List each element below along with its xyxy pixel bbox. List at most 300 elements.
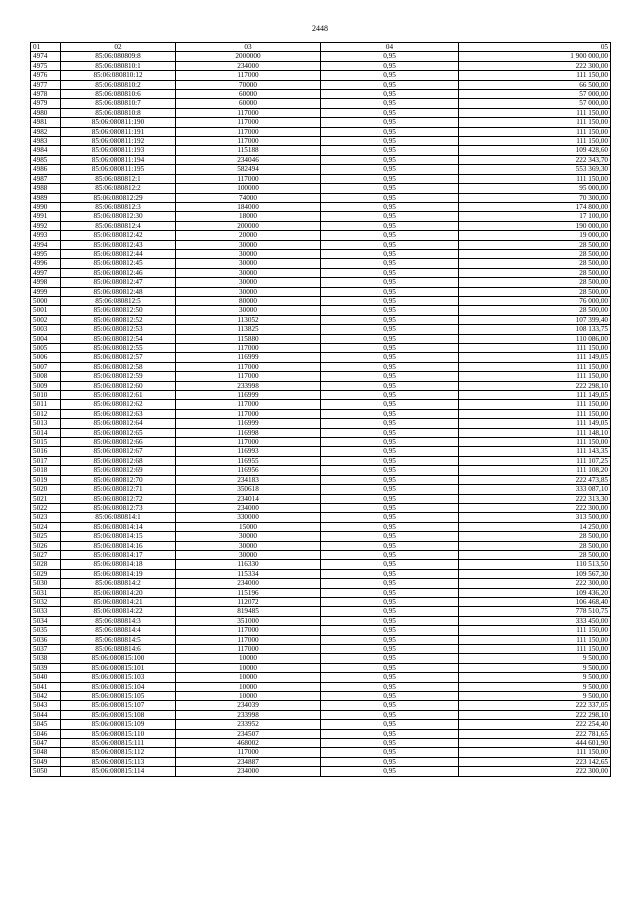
- cadastral-number-cell: 85:06:080810:2: [61, 80, 176, 89]
- value-cell: 116993: [176, 447, 321, 456]
- coefficient-cell: 0,95: [321, 466, 459, 475]
- cadastral-number-cell: 85:06:080812:63: [61, 409, 176, 418]
- amount-cell: 109 428,60: [459, 146, 611, 155]
- value-cell: 80000: [176, 296, 321, 305]
- amount-cell: 111 150,00: [459, 372, 611, 381]
- column-header: 02: [61, 43, 176, 52]
- coefficient-cell: 0,95: [321, 663, 459, 672]
- cadastral-number-cell: 85:06:080814:16: [61, 541, 176, 550]
- cadastral-number-cell: 85:06:080811:192: [61, 137, 176, 146]
- value-cell: 234039: [176, 701, 321, 710]
- coefficient-cell: 0,95: [321, 372, 459, 381]
- value-cell: 117000: [176, 118, 321, 127]
- cadastral-number-cell: 85:06:080810:1: [61, 61, 176, 70]
- value-cell: 234000: [176, 767, 321, 776]
- value-cell: 112072: [176, 597, 321, 606]
- amount-cell: 222 343,70: [459, 155, 611, 164]
- coefficient-cell: 0,95: [321, 231, 459, 240]
- table-row: [31, 193, 611, 202]
- value-cell: 60000: [176, 99, 321, 108]
- cadastral-number-cell: 85:06:080815:105: [61, 692, 176, 701]
- row-number-cell: 5029: [31, 569, 61, 578]
- table-row: [31, 212, 611, 221]
- coefficient-cell: 0,95: [321, 391, 459, 400]
- row-number-cell: 4980: [31, 108, 61, 117]
- value-cell: 2000000: [176, 52, 321, 61]
- table-row: [31, 372, 611, 381]
- coefficient-cell: 0,95: [321, 353, 459, 362]
- amount-cell: 110 086,00: [459, 334, 611, 343]
- value-cell: 819485: [176, 607, 321, 616]
- coefficient-cell: 0,95: [321, 296, 459, 305]
- row-number-cell: 5047: [31, 739, 61, 748]
- amount-cell: 28 500,00: [459, 268, 611, 277]
- row-number-cell: 5012: [31, 409, 61, 418]
- amount-cell: 111 150,00: [459, 626, 611, 635]
- coefficient-cell: 0,95: [321, 184, 459, 193]
- row-number-cell: 5005: [31, 344, 61, 353]
- cadastral-number-cell: 85:06:080814:21: [61, 597, 176, 606]
- value-cell: 30000: [176, 259, 321, 268]
- amount-cell: 111 150,00: [459, 635, 611, 644]
- table-row: [31, 325, 611, 334]
- cadastral-number-cell: 85:06:080812:52: [61, 315, 176, 324]
- value-cell: 233952: [176, 720, 321, 729]
- amount-cell: 222 300,00: [459, 503, 611, 512]
- cadastral-number-cell: 85:06:080811:191: [61, 127, 176, 136]
- cadastral-number-cell: 85:06:080810:7: [61, 99, 176, 108]
- table-row: [31, 240, 611, 249]
- row-number-cell: 5044: [31, 710, 61, 719]
- amount-cell: 109 567,30: [459, 569, 611, 578]
- coefficient-cell: 0,95: [321, 475, 459, 484]
- cadastral-number-cell: 85:06:080815:114: [61, 767, 176, 776]
- cadastral-number-cell: 85:06:080812:43: [61, 240, 176, 249]
- cadastral-number-cell: 85:06:080812:54: [61, 334, 176, 343]
- cadastral-number-cell: 85:06:080814:22: [61, 607, 176, 616]
- table-row: [31, 268, 611, 277]
- row-number-cell: 5024: [31, 522, 61, 531]
- amount-cell: 95 000,00: [459, 184, 611, 193]
- row-number-cell: 5028: [31, 560, 61, 569]
- coefficient-cell: 0,95: [321, 202, 459, 211]
- cadastral-number-cell: 85:06:080812:2: [61, 184, 176, 193]
- cadastral-number-cell: 85:06:080815:108: [61, 710, 176, 719]
- table-row: [31, 202, 611, 211]
- coefficient-cell: 0,95: [321, 597, 459, 606]
- cadastral-number-cell: 85:06:080812:71: [61, 485, 176, 494]
- cadastral-number-cell: 85:06:080814:20: [61, 588, 176, 597]
- row-number-cell: 5003: [31, 325, 61, 334]
- amount-cell: 9 500,00: [459, 682, 611, 691]
- amount-cell: 107 399,40: [459, 315, 611, 324]
- coefficient-cell: 0,95: [321, 560, 459, 569]
- table-row: [31, 137, 611, 146]
- coefficient-cell: 0,95: [321, 635, 459, 644]
- amount-cell: 111 150,00: [459, 400, 611, 409]
- amount-cell: 111 150,00: [459, 174, 611, 183]
- row-number-cell: 4984: [31, 146, 61, 155]
- amount-cell: 106 468,40: [459, 597, 611, 606]
- row-number-cell: 5022: [31, 503, 61, 512]
- coefficient-cell: 0,95: [321, 146, 459, 155]
- row-number-cell: 5033: [31, 607, 61, 616]
- value-cell: 115334: [176, 569, 321, 578]
- cadastral-number-cell: 85:06:080815:110: [61, 729, 176, 738]
- cadastral-number-cell: 85:06:080812:65: [61, 428, 176, 437]
- row-number-cell: 5035: [31, 626, 61, 635]
- amount-cell: 222 313,30: [459, 494, 611, 503]
- value-cell: 233998: [176, 710, 321, 719]
- cadastral-number-cell: 85:06:080815:103: [61, 673, 176, 682]
- value-cell: 10000: [176, 654, 321, 663]
- value-cell: 330000: [176, 513, 321, 522]
- amount-cell: 222 254,40: [459, 720, 611, 729]
- amount-cell: 222 300,00: [459, 61, 611, 70]
- column-header: 03: [176, 43, 321, 52]
- cadastral-number-cell: 85:06:080810:8: [61, 108, 176, 117]
- table-row: [31, 692, 611, 701]
- row-number-cell: 4993: [31, 231, 61, 240]
- row-number-cell: 4974: [31, 52, 61, 61]
- value-cell: 30000: [176, 541, 321, 550]
- row-number-cell: 5010: [31, 391, 61, 400]
- amount-cell: 109 436,20: [459, 588, 611, 597]
- cadastral-number-cell: 85:06:080812:29: [61, 193, 176, 202]
- amount-cell: 28 500,00: [459, 287, 611, 296]
- table-row: [31, 597, 611, 606]
- coefficient-cell: 0,95: [321, 52, 459, 61]
- amount-cell: 111 107,25: [459, 456, 611, 465]
- coefficient-cell: 0,95: [321, 645, 459, 654]
- cadastral-number-cell: 85:06:080814:19: [61, 569, 176, 578]
- value-cell: 184000: [176, 202, 321, 211]
- row-number-cell: 4992: [31, 221, 61, 230]
- coefficient-cell: 0,95: [321, 522, 459, 531]
- row-number-cell: 5021: [31, 494, 61, 503]
- value-cell: 117000: [176, 344, 321, 353]
- amount-cell: 110 513,50: [459, 560, 611, 569]
- row-number-cell: 5050: [31, 767, 61, 776]
- cadastral-number-cell: 85:06:080812:50: [61, 306, 176, 315]
- table-row: [31, 278, 611, 287]
- coefficient-cell: 0,95: [321, 607, 459, 616]
- value-cell: 20000: [176, 231, 321, 240]
- cadastral-number-cell: 85:06:080812:66: [61, 438, 176, 447]
- row-number-cell: 4977: [31, 80, 61, 89]
- amount-cell: 444 601,90: [459, 739, 611, 748]
- coefficient-cell: 0,95: [321, 174, 459, 183]
- value-cell: 117000: [176, 438, 321, 447]
- value-cell: 234183: [176, 475, 321, 484]
- row-number-cell: 4976: [31, 71, 61, 80]
- table-row: [31, 550, 611, 559]
- table-row: [31, 635, 611, 644]
- cadastral-number-cell: 85:06:080814:4: [61, 626, 176, 635]
- amount-cell: 57 000,00: [459, 90, 611, 99]
- amount-cell: 111 150,00: [459, 409, 611, 418]
- cadastral-number-cell: 85:06:080809:8: [61, 52, 176, 61]
- value-cell: 10000: [176, 673, 321, 682]
- value-cell: 30000: [176, 240, 321, 249]
- cadastral-number-cell: 85:06:080811:193: [61, 146, 176, 155]
- value-cell: 117000: [176, 626, 321, 635]
- row-number-cell: 5032: [31, 597, 61, 606]
- table-row: [31, 663, 611, 672]
- value-cell: 117000: [176, 127, 321, 136]
- coefficient-cell: 0,95: [321, 259, 459, 268]
- row-number-cell: 5004: [31, 334, 61, 343]
- coefficient-cell: 0,95: [321, 400, 459, 409]
- row-number-cell: 5042: [31, 692, 61, 701]
- value-cell: 30000: [176, 287, 321, 296]
- value-cell: 115188: [176, 146, 321, 155]
- row-number-cell: 4995: [31, 249, 61, 258]
- row-number-cell: 5018: [31, 466, 61, 475]
- amount-cell: 111 149,05: [459, 353, 611, 362]
- coefficient-cell: 0,95: [321, 588, 459, 597]
- amount-cell: 17 100,00: [459, 212, 611, 221]
- amount-cell: 28 500,00: [459, 306, 611, 315]
- row-number-cell: 4981: [31, 118, 61, 127]
- row-number-cell: 5001: [31, 306, 61, 315]
- coefficient-cell: 0,95: [321, 757, 459, 766]
- coefficient-cell: 0,95: [321, 155, 459, 164]
- value-cell: 116956: [176, 466, 321, 475]
- row-number-cell: 5034: [31, 616, 61, 625]
- value-cell: 113052: [176, 315, 321, 324]
- cadastral-number-cell: 85:06:080812:73: [61, 503, 176, 512]
- coefficient-cell: 0,95: [321, 541, 459, 550]
- cadastral-number-cell: 85:06:080812:55: [61, 344, 176, 353]
- amount-cell: 19 000,00: [459, 231, 611, 240]
- cadastral-number-cell: 85:06:080812:5: [61, 296, 176, 305]
- table-row: [31, 80, 611, 89]
- row-number-cell: 5037: [31, 645, 61, 654]
- coefficient-cell: 0,95: [321, 532, 459, 541]
- cadastral-number-cell: 85:06:080814:5: [61, 635, 176, 644]
- row-number-cell: 5048: [31, 748, 61, 757]
- cadastral-number-cell: 85:06:080812:47: [61, 278, 176, 287]
- cadastral-number-cell: 85:06:080815:109: [61, 720, 176, 729]
- value-cell: 15000: [176, 522, 321, 531]
- coefficient-cell: 0,95: [321, 513, 459, 522]
- cadastral-number-cell: 85:06:080812:30: [61, 212, 176, 221]
- row-number-cell: 5011: [31, 400, 61, 409]
- row-number-cell: 4998: [31, 278, 61, 287]
- coefficient-cell: 0,95: [321, 438, 459, 447]
- table-body: [31, 52, 611, 776]
- table-row: [31, 560, 611, 569]
- row-number-cell: 4989: [31, 193, 61, 202]
- value-cell: 10000: [176, 682, 321, 691]
- amount-cell: 111 149,05: [459, 391, 611, 400]
- cadastral-number-cell: 85:06:080815:107: [61, 701, 176, 710]
- amount-cell: 333 087,10: [459, 485, 611, 494]
- table-header-row: [31, 43, 611, 52]
- table-row: [31, 729, 611, 738]
- amount-cell: 9 500,00: [459, 663, 611, 672]
- row-number-cell: 4978: [31, 90, 61, 99]
- cadastral-number-cell: 85:06:080812:67: [61, 447, 176, 456]
- table-row: [31, 494, 611, 503]
- amount-cell: 9 500,00: [459, 692, 611, 701]
- row-number-cell: 4985: [31, 155, 61, 164]
- coefficient-cell: 0,95: [321, 409, 459, 418]
- cadastral-number-cell: 85:06:080815:104: [61, 682, 176, 691]
- row-number-cell: 5002: [31, 315, 61, 324]
- row-number-cell: 5026: [31, 541, 61, 550]
- row-number-cell: 5025: [31, 532, 61, 541]
- value-cell: 116330: [176, 560, 321, 569]
- value-cell: 117000: [176, 409, 321, 418]
- table-row: [31, 748, 611, 757]
- row-number-cell: 5043: [31, 701, 61, 710]
- table-row: [31, 682, 611, 691]
- cadastral-number-cell: 85:06:080812:53: [61, 325, 176, 334]
- coefficient-cell: 0,95: [321, 240, 459, 249]
- table-row: [31, 362, 611, 371]
- data-table: [30, 42, 611, 777]
- value-cell: 116999: [176, 419, 321, 428]
- table-row: [31, 541, 611, 550]
- amount-cell: 57 000,00: [459, 99, 611, 108]
- row-number-cell: 5014: [31, 428, 61, 437]
- table-row: [31, 626, 611, 635]
- cadastral-number-cell: 85:06:080812:3: [61, 202, 176, 211]
- table-row: [31, 71, 611, 80]
- amount-cell: 76 000,00: [459, 296, 611, 305]
- table-row: [31, 108, 611, 117]
- value-cell: 30000: [176, 249, 321, 258]
- value-cell: 117000: [176, 108, 321, 117]
- coefficient-cell: 0,95: [321, 212, 459, 221]
- amount-cell: 313 500,00: [459, 513, 611, 522]
- table-row: [31, 438, 611, 447]
- cadastral-number-cell: 85:06:080810:12: [61, 71, 176, 80]
- coefficient-cell: 0,95: [321, 325, 459, 334]
- value-cell: 116955: [176, 456, 321, 465]
- cadastral-number-cell: 85:06:080812:45: [61, 259, 176, 268]
- coefficient-cell: 0,95: [321, 137, 459, 146]
- column-header: 01: [31, 43, 61, 52]
- value-cell: 117000: [176, 645, 321, 654]
- row-number-cell: 5049: [31, 757, 61, 766]
- row-number-cell: 5038: [31, 654, 61, 663]
- cadastral-number-cell: 85:06:080811:195: [61, 165, 176, 174]
- value-cell: 117000: [176, 400, 321, 409]
- cadastral-number-cell: 85:06:080811:190: [61, 118, 176, 127]
- value-cell: 234000: [176, 61, 321, 70]
- value-cell: 74000: [176, 193, 321, 202]
- amount-cell: 222 473,85: [459, 475, 611, 484]
- coefficient-cell: 0,95: [321, 268, 459, 277]
- value-cell: 468002: [176, 739, 321, 748]
- table-row: [31, 184, 611, 193]
- table-row: [31, 673, 611, 682]
- row-number-cell: 5030: [31, 579, 61, 588]
- amount-cell: 222 298,10: [459, 381, 611, 390]
- row-number-cell: 5016: [31, 447, 61, 456]
- value-cell: 60000: [176, 90, 321, 99]
- table-row: [31, 146, 611, 155]
- cadastral-number-cell: 85:06:080814:17: [61, 550, 176, 559]
- coefficient-cell: 0,95: [321, 739, 459, 748]
- row-number-cell: 4994: [31, 240, 61, 249]
- table-row: [31, 607, 611, 616]
- table-row: [31, 456, 611, 465]
- column-header: 05: [459, 43, 611, 52]
- coefficient-cell: 0,95: [321, 61, 459, 70]
- value-cell: 234507: [176, 729, 321, 738]
- table-row: [31, 579, 611, 588]
- row-number-cell: 4979: [31, 99, 61, 108]
- coefficient-cell: 0,95: [321, 315, 459, 324]
- cadastral-number-cell: 85:06:080812:58: [61, 362, 176, 371]
- coefficient-cell: 0,95: [321, 221, 459, 230]
- value-cell: 350618: [176, 485, 321, 494]
- table-row: [31, 334, 611, 343]
- amount-cell: 111 150,00: [459, 362, 611, 371]
- value-cell: 70000: [176, 80, 321, 89]
- table-row: [31, 90, 611, 99]
- cadastral-number-cell: 85:06:080815:111: [61, 739, 176, 748]
- coefficient-cell: 0,95: [321, 419, 459, 428]
- table-row: [31, 306, 611, 315]
- amount-cell: 111 150,00: [459, 344, 611, 353]
- table-row: [31, 99, 611, 108]
- cadastral-number-cell: 85:06:080815:101: [61, 663, 176, 672]
- amount-cell: 222 298,10: [459, 710, 611, 719]
- cadastral-number-cell: 85:06:080814:1: [61, 513, 176, 522]
- row-number-cell: 5009: [31, 381, 61, 390]
- row-number-cell: 5020: [31, 485, 61, 494]
- value-cell: 234046: [176, 155, 321, 164]
- row-number-cell: 4990: [31, 202, 61, 211]
- coefficient-cell: 0,95: [321, 108, 459, 117]
- value-cell: 116999: [176, 353, 321, 362]
- amount-cell: 111 150,00: [459, 127, 611, 136]
- value-cell: 18000: [176, 212, 321, 221]
- table-row: [31, 155, 611, 164]
- table-row: [31, 475, 611, 484]
- table-row: [31, 391, 611, 400]
- row-number-cell: 5046: [31, 729, 61, 738]
- amount-cell: 778 510,75: [459, 607, 611, 616]
- cadastral-number-cell: 85:06:080812:62: [61, 400, 176, 409]
- amount-cell: 111 150,00: [459, 137, 611, 146]
- cadastral-number-cell: 85:06:080812:72: [61, 494, 176, 503]
- coefficient-cell: 0,95: [321, 503, 459, 512]
- row-number-cell: 5031: [31, 588, 61, 597]
- table-row: [31, 767, 611, 776]
- table-row: [31, 701, 611, 710]
- coefficient-cell: 0,95: [321, 710, 459, 719]
- row-number-cell: 5017: [31, 456, 61, 465]
- value-cell: 10000: [176, 663, 321, 672]
- table-row: [31, 485, 611, 494]
- table-row: [31, 353, 611, 362]
- coefficient-cell: 0,95: [321, 381, 459, 390]
- coefficient-cell: 0,95: [321, 80, 459, 89]
- table-row: [31, 259, 611, 268]
- value-cell: 582494: [176, 165, 321, 174]
- coefficient-cell: 0,95: [321, 306, 459, 315]
- row-number-cell: 5023: [31, 513, 61, 522]
- table-row: [31, 757, 611, 766]
- coefficient-cell: 0,95: [321, 494, 459, 503]
- cadastral-number-cell: 85:06:080812:60: [61, 381, 176, 390]
